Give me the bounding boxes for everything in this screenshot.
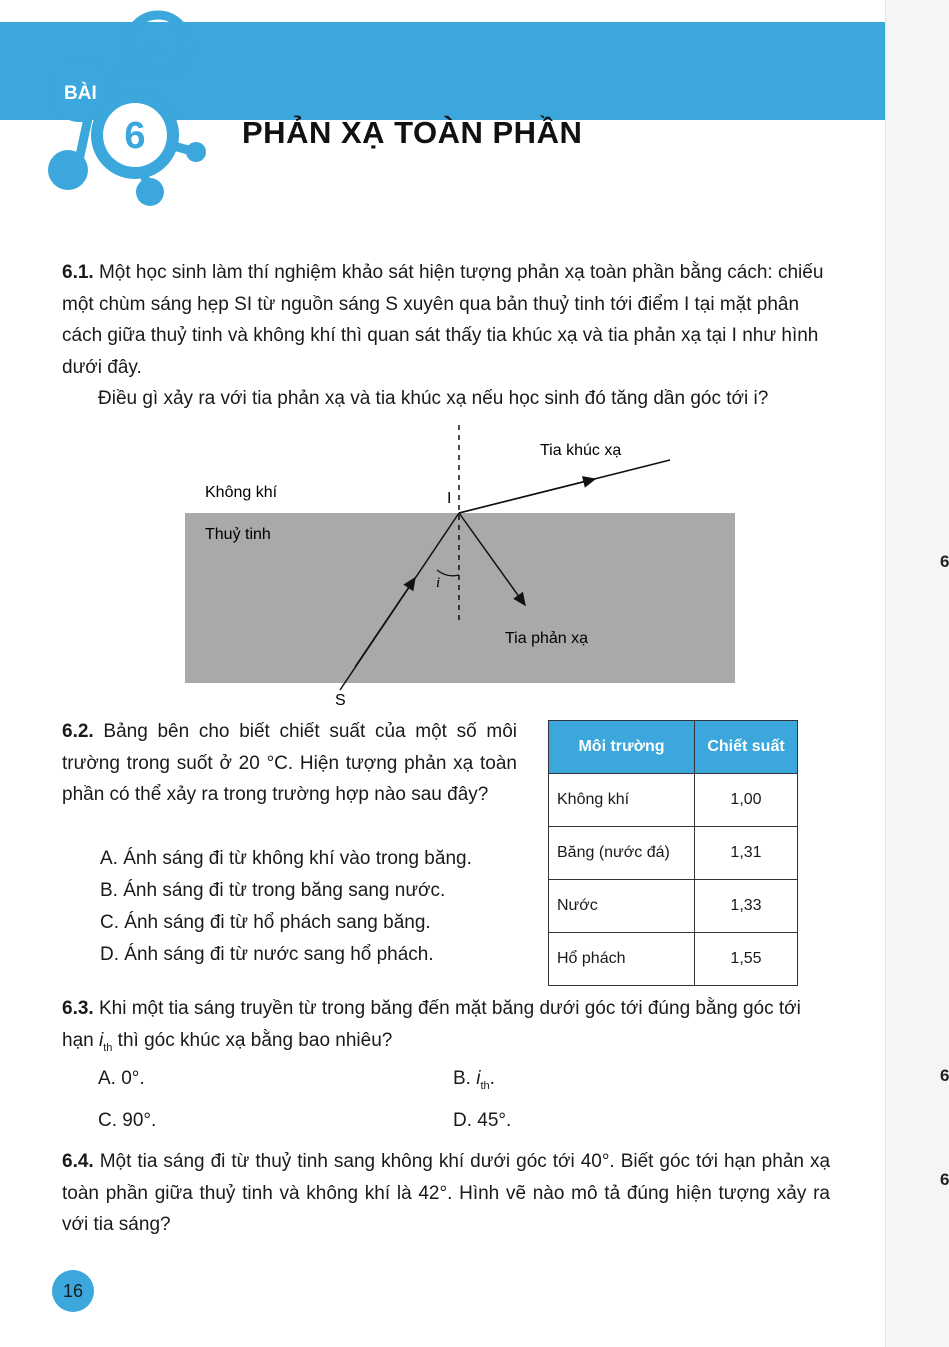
question-text: Một tia sáng đi từ thuỷ tinh sang không khí dưới góc tới 40°. Biết góc tới hạn phản xạ toàn phần giữa thuỷ tinh và không khí là 42°. Hình vẽ nào mô tả đúng hiện tượng xảy ra với tia sáng? [62,1151,831,1235]
table-header-row [549,721,798,774]
symbol-i: i [98,1029,104,1051]
question-6-1-ask: Điều gì xảy ra với tia phản xạ và tia khúc xạ nếu học sinh đó tăng dần góc tới i? [98,388,769,409]
margin-mark: 6 [940,552,949,571]
label-refracted-ray: Tia khúc xạ [540,442,622,459]
table-row [549,774,798,827]
question-6-2 [62,716,517,811]
table-cell: Băng (nước đá) [549,827,695,880]
question-number: 6.3. [62,998,94,1019]
question-6-3 [62,993,830,1064]
option-end: . [489,1068,495,1089]
table-cell: 1,55 [695,933,798,986]
symbol-sub: th [103,1041,113,1054]
label-air: Không khí [205,484,278,501]
margin-mark: 6 [940,1170,949,1189]
label-angle: i [436,575,441,591]
option-b: B. Ánh sáng đi từ trong băng sang nước. [100,880,446,901]
page-number: 16 [52,1270,94,1312]
label-glass: Thuỷ tinh [205,526,271,543]
question-number: 6.2. [62,721,94,742]
table-header: Chiết suất [695,721,798,774]
lesson-badge [38,0,213,210]
refractive-index-table [548,720,798,986]
lesson-title: PHẢN XẠ TOÀN PHẦN [242,115,583,150]
label-reflected-ray: Tia phản xạ [505,630,589,647]
table-header: Môi trường [549,721,695,774]
margin-mark: 6 [940,1066,949,1085]
table-cell: Nước [549,880,695,933]
question-number: 6.1. [62,262,94,283]
option-c: C. Ánh sáng đi từ hổ phách sang băng. [100,912,431,933]
option-a: A. Ánh sáng đi từ không khí vào trong băng. [100,848,472,869]
table-cell: Không khí [549,774,695,827]
option-label: B. [453,1068,477,1089]
question-text: Bảng bên cho biết chiết suất của một số môi trường trong suốt ở 20 °C. Hiện tượng phản xạ toàn phần có thể xảy ra trong trường hợp nào sau đây? [62,721,518,805]
label-point-i: I [447,490,452,507]
option-d: D. Ánh sáng đi từ nước sang hổ phách. [100,944,434,965]
option-c: C. 90°. [98,1110,157,1131]
question-text-end: thì góc khúc xạ bằng bao nhiêu? [112,1029,393,1051]
option-b [453,1068,495,1092]
facing-page-edge [885,0,949,1347]
table-cell: 1,31 [695,827,798,880]
question-6-4 [62,1146,830,1241]
symbol-i: i [476,1068,481,1089]
table-cell: Hổ phách [549,933,695,986]
table-row [549,933,798,986]
symbol-sub: th [480,1079,490,1092]
question-text: Khi một tia sáng truyền từ trong băng đến mặt băng dưới góc tới đúng bằng góc tới hạn [62,998,801,1051]
label-source: S [335,692,346,709]
question-6-1 [62,257,832,383]
lesson-number: 6 [124,115,146,157]
table-cell: 1,33 [695,880,798,933]
question-text: Một học sinh làm thí nghiệm khảo sát hiện tượng phản xạ toàn phần bằng cách: chiếu một chùm sáng hẹp SI từ nguồn sáng S xuyên qua bản thuỷ tinh tới điểm I tại mặt phân cách giữa thuỷ tinh và không khí thì quan sát thấy tia khúc xạ và tia phản xạ tại I như hình dưới đây. [62,262,824,378]
table-cell: 1,00 [695,774,798,827]
lesson-label: BÀI [64,83,97,104]
table-row [549,827,798,880]
option-d: D. 45°. [453,1110,512,1131]
table-row [549,880,798,933]
question-number: 6.4. [62,1151,94,1172]
refraction-figure [185,425,755,710]
option-a: A. 0°. [98,1068,145,1089]
